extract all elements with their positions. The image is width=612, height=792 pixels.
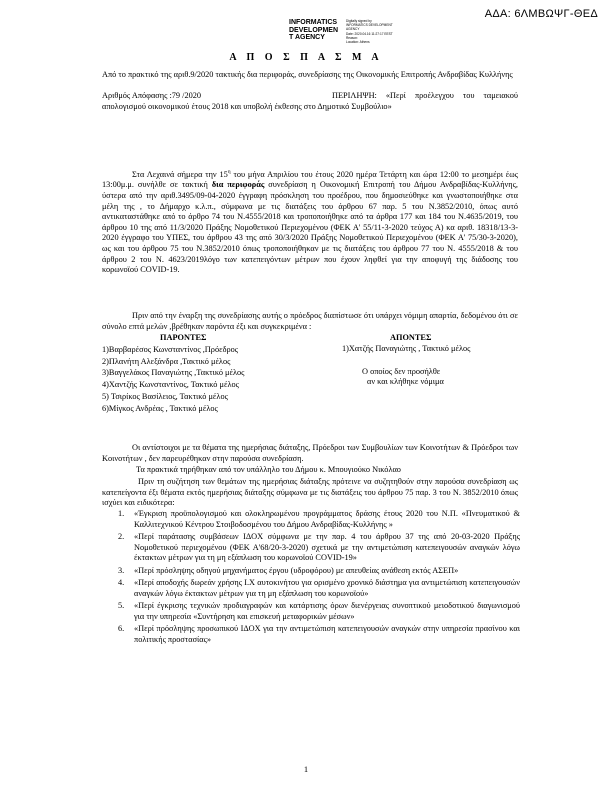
invited-paragraph: Οι αντίστοιχοι με τα θέματα της ημερήσιας διάταξης, Πρόεδροι των Συμβουλίων των Κοινοτήτων & Πρόεδροι των Κοινοτήτων , δεν παρευρέθηκαν στην παρούσα συνεδρίαση. — [102, 443, 518, 463]
stamp-detail-line: Location: Athens — [346, 40, 370, 45]
absent-note: Ο οποίος δεν προσήλθε — [362, 366, 441, 376]
present-member: 4)Χαντζής Κωνσταντίνος, Τακτικό μέλος — [102, 380, 239, 390]
absent-member: 1)Χατζής Παναγιώτης , Τακτικό μέλος — [342, 344, 471, 353]
intro-bold: δια περιφοράς — [211, 180, 265, 190]
digital-signature-stamp — [289, 19, 338, 42]
agenda-item — [118, 566, 520, 577]
absent-note: αν και κλήθηκε νόμιμα — [367, 377, 444, 387]
intro-superscript: η — [227, 169, 231, 175]
stamp-detail-line: Reason: — [346, 35, 358, 40]
present-member: 2)Πλανήτη Αλεξάνδρα ,Τακτικό μέλος — [102, 356, 231, 366]
agenda-list — [118, 509, 520, 647]
present-member: 3)Βαγγελάκος Παναγιώτης ,Τακτικό μέλος — [102, 368, 245, 378]
quorum-paragraph: Πριν από την έναρξη της συνεδρίασης αυτής ο πρόεδρος διαπίστωσε ότι υπάρχει νόμιμη απαρτία, δεδομένου ότι σε σύνολο επτά μελών ,βρέθηκαν παρόντα έξι και συγκεκριμένα : — [102, 311, 518, 331]
agenda-item-text: «Περί παράτασης συμβάσεων ΙΔΟΧ σύμφωνα με την παρ. 4 του άρθρου 37 της από 20-03-2020 Πράξης Νομοθετικού περιεχομένου (ΦΕΚ Α'68/20-3-2020) σχετικά με την αντιμετώπιση κατεπειγουσών αναγκών λόγω έκτακτων μέτρων για τη μη εξάπλωση του κορωνοϊού COVID-19» — [134, 531, 520, 563]
present-member: 5) Τσιρίκος Βασίλειος, Τακτικό μέλος — [102, 391, 228, 401]
agenda-item-text: «Περί αποδοχής δωρεάν χρήσης Ι.Χ αυτοκινήτου για ορισμένο χρονικό διάστημα για αντιμετώπιση κατεπειγουσών αναγκών λόγω έκτακτων μέτρων για τη μη εξάπλωση του κορωνοϊού» — [134, 577, 520, 598]
agenda-item-number: 1. — [118, 509, 125, 518]
agenda-item-number: 5. — [118, 600, 125, 610]
stamp-detail-line: Date: 2020.04.16 11:27:17 EEST — [346, 31, 393, 36]
intro-text: Στα Λεχαινά σήμερα την 15 — [132, 169, 228, 179]
agenda-item-text: «Περί πρόσληψης προσωπικού ΙΔΟΧ για την αντιμετώπιση κατεπειγουσών αναγκών στην υπηρεσία πρασίνου και πολιτικής προστασίας» — [134, 623, 520, 644]
agenda-intro: Πριν τη συζήτηση των θεμάτων της ημερήσιας διάταξης πρότεινε να συζητηθούν στην παρούσα συνεδρίαση ως κατεπείγοντα έξι θέματα εκτός ημερήσιας διάταξης σύμφωνα με τις διατάξεις του άρθρου 75 παρ. 3 του Ν. 3852/2010 όπως ισχύει και ειδικότερα: — [102, 477, 518, 508]
decision-summary: ΠΕΡΙΛΗΨΗ: «Περί προέλεγχου του ταμειακού απολογισμού οικονομικού έτους 2018 και υποβολή έκθεσης στο Δημοτικό Συμβούλιο» — [102, 91, 518, 111]
agenda-item-number: 6. — [118, 623, 125, 633]
stamp-detail-line: AGENCY — [346, 27, 360, 32]
agenda-item — [118, 601, 520, 622]
page-number: 1 — [303, 764, 309, 774]
present-member: 1)Βαρβαρέσος Κωνσταντίνος ,Πρόεδρος — [102, 345, 239, 354]
agenda-item-text: «Περί πρόσληψης οδηγού μηχανήματος έργου (υδροφόρου) με απευθείας ανάθεση εκτός ΑΣΕΠ» — [134, 565, 459, 575]
stamp-line: INFORMATICS — [289, 19, 338, 26]
decision-number: Αριθμός Απόφασης :79 /2020 — [102, 91, 202, 100]
agenda-item — [118, 578, 520, 599]
ada-code: ΑΔΑ: 6ΛΜΒΩΨΓ-ΘΕΔ — [484, 8, 598, 20]
intro-paragraph — [102, 167, 518, 276]
agenda-item-number: 3. — [118, 565, 125, 575]
present-member: 6)Μίγκος Ανδρέας , Τακτικό μέλος — [102, 403, 218, 413]
agenda-item-text: «Έγκριση προϋπολογισμού και ολοκληρωμένου προγράμματος δράσης έτους 2020 του Ν.Π. «Πνευματικού & Καλλιτεχνικού Κέντρου Στοιβοδοσμένου του Δήμου Ανδραβίδας-Κυλλήνης » — [134, 509, 520, 529]
stamp-line: DEVELOPMEN — [289, 26, 339, 34]
minutes-line: Τα πρακτικά τηρήθηκαν από τον υπάλληλο του Δήμου κ. Μπουγιούκο Νικόλαο — [136, 465, 401, 474]
document-title: Α Π Ο Σ Π Α Σ Μ Α — [229, 52, 383, 63]
stamp-detail-line: INFORMATICS DEVELOPMENT — [346, 23, 393, 28]
stamp-line: T AGENCY — [289, 34, 325, 41]
present-header: ΠΑΡΟΝΤΕΣ — [160, 333, 207, 342]
absent-header: ΑΠΟΝΤΕΣ — [390, 333, 432, 342]
absent-list — [342, 344, 522, 388]
intro-text: του μήνα Απριλίου του έτους 2020 ημέρα Τετάρτη και ώρα 12:00 το μεσημέρι έως 13:00μ.μ. συνήλθε σε τακτική — [102, 169, 518, 190]
agenda-item — [118, 624, 520, 645]
agenda-item-text: «Περί έγκρισης τεχνικών προδιαγραφών και κατάρτισης όρων διενέργειας συνοπτικού μειοδοτικού διαγωνισμού για την υπηρεσία «Συντήρηση και επισκευή μεταφορικών μέσων» — [134, 600, 520, 621]
intro-text: συνεδρίαση η Οικονομική Επιτροπή του Δήμου Ανδραβίδας-Κυλλήνης, ύστερα από την αριθ.3495/09-04-2020 έγγραφη πρόσκληση του προέδρου, που δημοσιεύθηκε και γνωστοποιήθηκε στα μέλη της , το Δήμαρχο κ.λ.π., σύμφωνα με τις διατάξεις του άρθρου 67 παρ. 5 του Ν.3852/2010, όπως αυτό αντικαταστάθηκε από το άρθρο 74 του Ν.4555/2018 και τροποποιήθηκε από τα άρθρα 177 και 184 του Ν.4635/2019, του άρθρου 10 της από 11/3/2020 Πράξης Νομοθετικού Περιεχομένου (ΦΕΚ Α' 55/11-3-2020 τεύχος Α) κα αριθ. 18318/13-3-2020 έγγραφο του ΥΠΕΣ, του άρθρου 43 της από 30/3/2020 Πράξης Νομοθετικού Περιεχομένου (ΦΕΚ Α' 75/30-3-2020), ως και του άρθρου 75 του Ν.3852/2010 όπως τροποποιήθηκαν με τις διατάξεις του άρθρου 77 του Ν. 4555/2018 & του άρθρου 2 του Ν. 4623/2019λόγο των κατεπειγόντων μέτρων που έχουν ληφθεί για την αποφυγή της διάδοσης του κορωνοϊού COVID-19. — [102, 180, 518, 275]
agenda-item-number: 2. — [118, 531, 125, 541]
stamp-detail-line: Digitally signed by — [346, 19, 372, 23]
present-list — [102, 344, 302, 414]
agenda-item-number: 4. — [118, 577, 125, 587]
digital-signature-details — [346, 19, 393, 44]
header-line: Από το πρακτικό της αριθ.9/2020 τακτικής δια περιφοράς, συνεδρίασης της Οικονομικής Επιτροπής Ανδραβίδας Κυλλήνης — [102, 70, 513, 79]
agenda-item — [118, 509, 520, 530]
agenda-item — [118, 532, 520, 564]
